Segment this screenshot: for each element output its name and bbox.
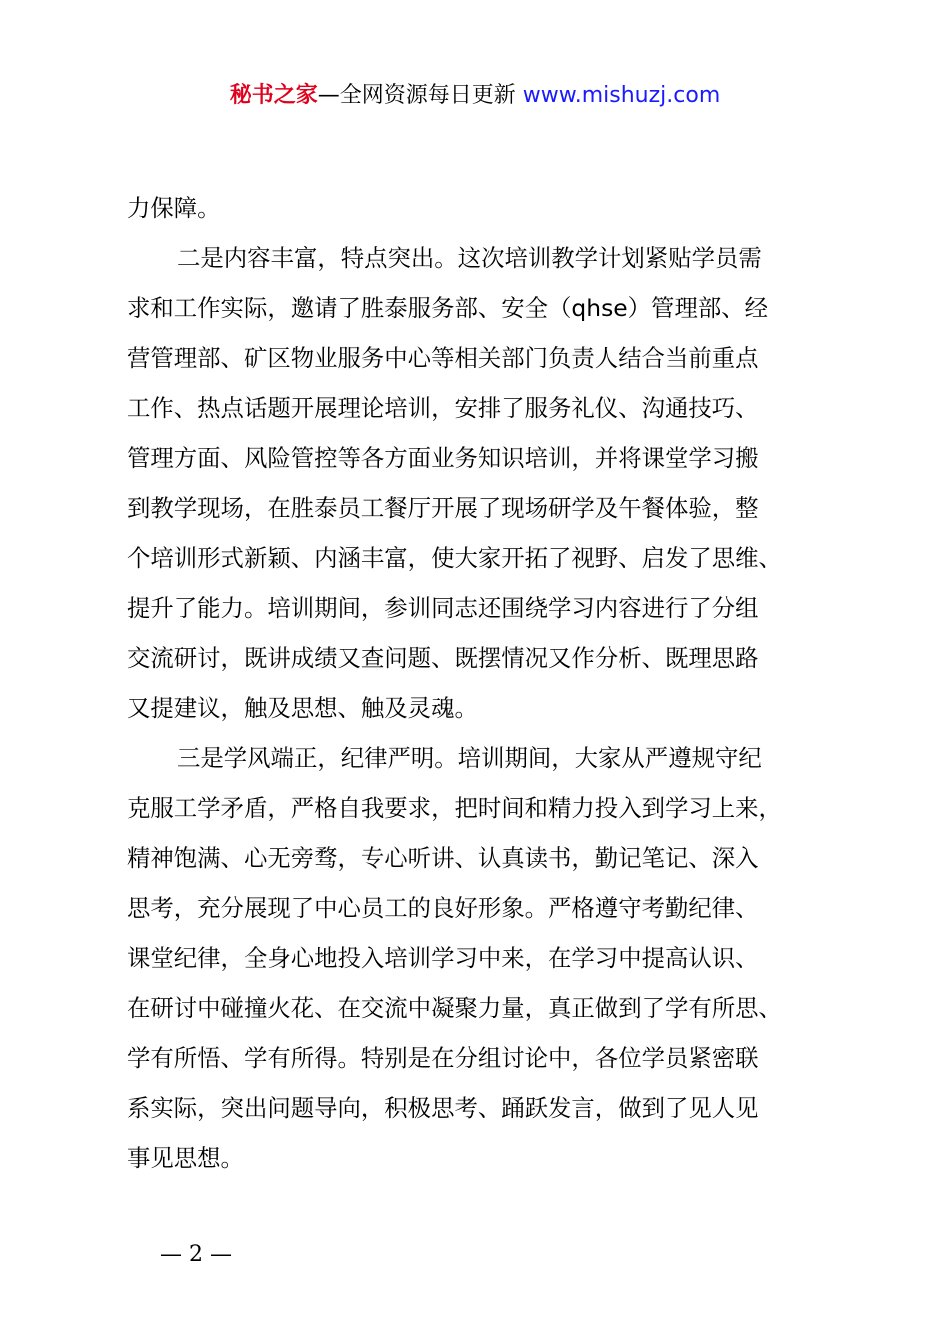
header-tagline: —全网资源每日更新 — [317, 83, 523, 108]
text-line: 思考，充分展现了中心员工的良好形象。严格遵守考勤纪律、 — [127, 894, 759, 922]
text-line: 个培训形式新颖、内涵丰富，使大家开拓了视野、启发了思维、 — [127, 544, 782, 572]
site-header — [0, 80, 950, 112]
header-url-link[interactable]: www.mishuzj.com — [522, 83, 721, 108]
text-line: 管理方面、风险管控等各方面业务知识培训，并将课堂学习搬 — [127, 444, 759, 472]
text-line: 交流研讨，既讲成绩又查问题、既摆情况又作分析、既理思路 — [127, 644, 759, 672]
text-line: 又提建议，触及思想、触及灵魂。 — [127, 694, 478, 722]
text-line: 系实际，突出问题导向，积极思考、踊跃发言，做到了见人见 — [127, 1094, 759, 1122]
text-line: 精神饱满、心无旁骛，专心听讲、认真读书，勤记笔记、深入 — [127, 844, 759, 872]
text-line: 提升了能力。培训期间，参训同志还围绕学习内容进行了分组 — [127, 594, 759, 622]
text-line: 到教学现场，在胜泰员工餐厅开展了现场研学及午餐体验，整 — [127, 494, 759, 522]
text-line: 在研讨中碰撞火花、在交流中凝聚力量，真正做到了学有所思、 — [127, 994, 782, 1022]
text-line: 二是内容丰富，特点突出。这次培训教学计划紧贴学员需 — [177, 244, 762, 272]
brand-name: 秘书之家 — [229, 83, 318, 108]
text-line: 克服工学矛盾，严格自我要求，把时间和精力投入到学习上来， — [127, 794, 782, 822]
text-line: 营管理部、矿区物业服务中心等相关部门负责人结合当前重点 — [127, 344, 759, 372]
page-number: — 2 — — [160, 1242, 232, 1267]
text-line: 工作、热点话题开展理论培训，安排了服务礼仪、沟通技巧、 — [127, 394, 759, 422]
text-line: 事见思想。 — [127, 1144, 244, 1172]
text-line: 求和工作实际，邀请了胜泰服务部、安全（qhse）管理部、经 — [127, 294, 769, 322]
document-body — [127, 183, 857, 1183]
text-line: 课堂纪律，全身心地投入培训学习中来，在学习中提高认识、 — [127, 944, 759, 972]
text-line: 力保障。 — [127, 194, 221, 222]
text-line: 学有所悟、学有所得。特别是在分组讨论中，各位学员紧密联 — [127, 1044, 759, 1072]
text-line: 三是学风端正，纪律严明。培训期间，大家从严遵规守纪 — [177, 744, 762, 772]
